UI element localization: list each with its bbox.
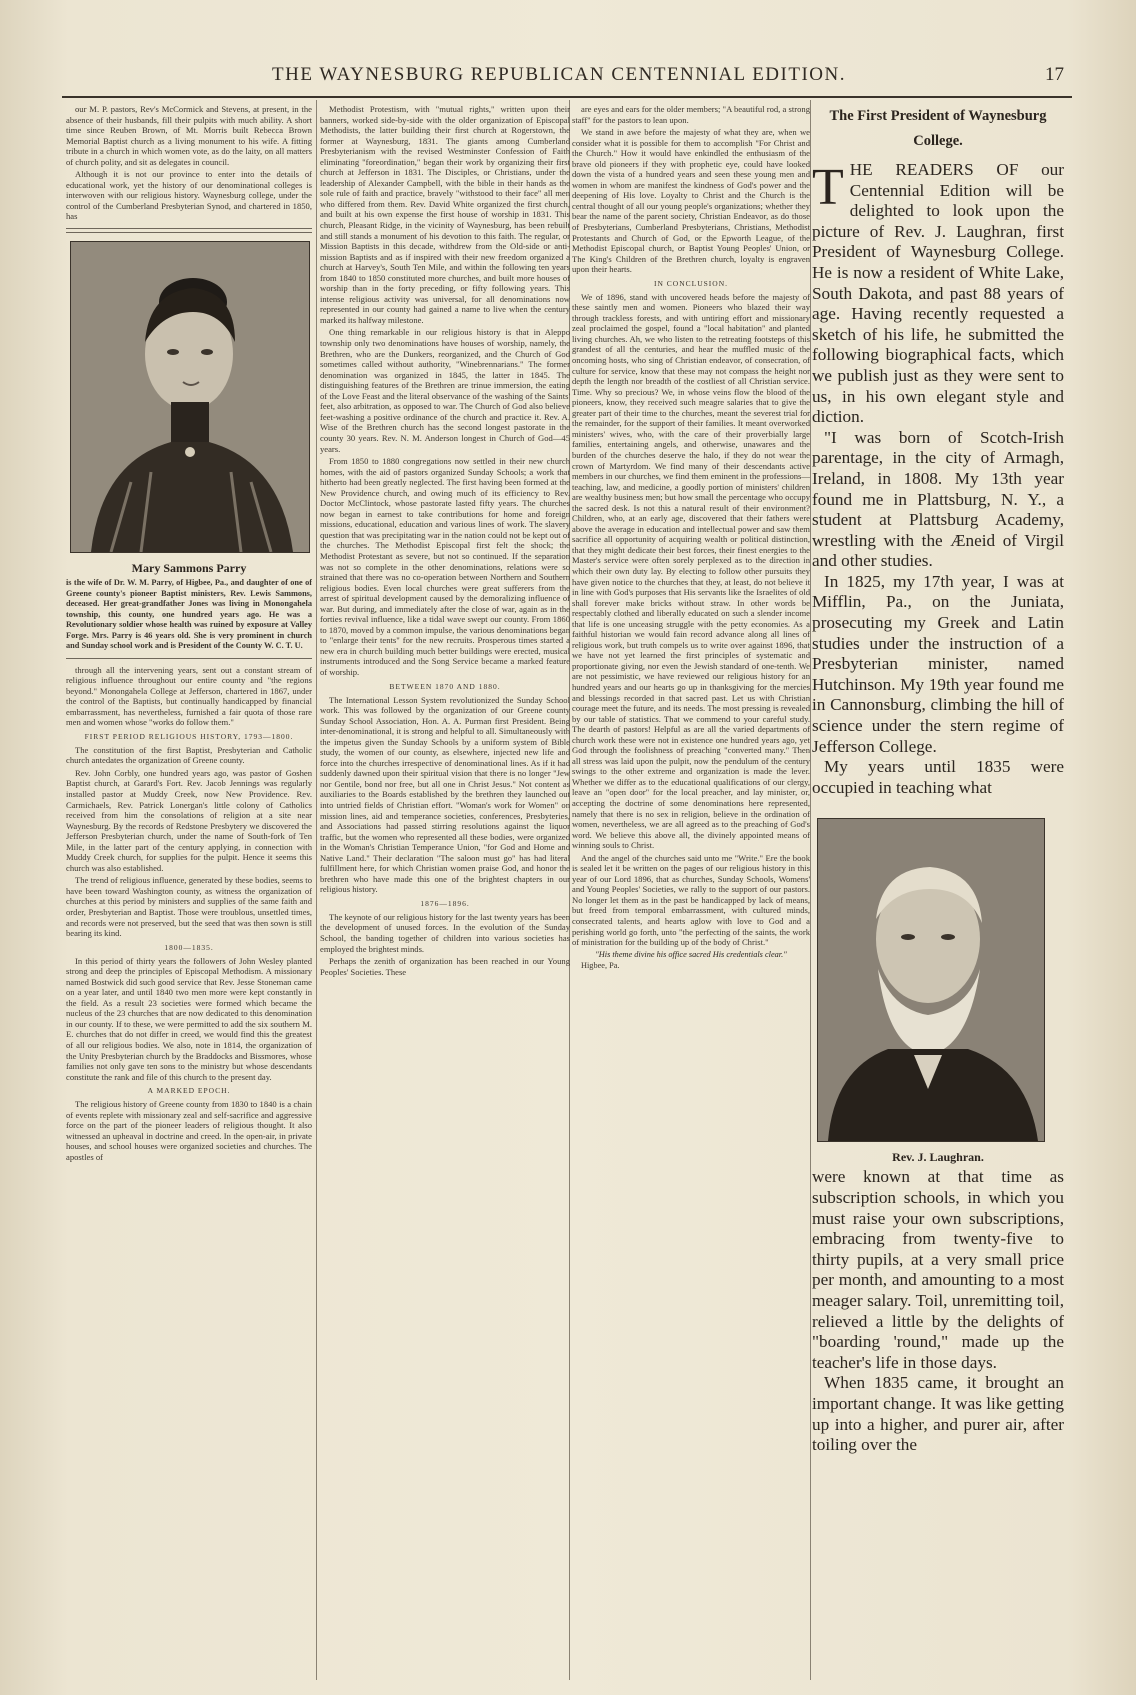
- paragraph: The keynote of our religious history for the last twenty years has been the development of unused forces. In the evolution of the Sunday School, the banding together of children into various societies has employed the brightest minds.: [320, 911, 570, 954]
- paragraph: We stand in awe before the majesty of what they are, when we consider what it is possible for them to accomplish "For Christ and the Church." How it would have enkindled the enthusiasm of the brave old pioneers if they with prophetic eye, could have looked down the vista of a hundred years and seen these young men and women in whom are manifest the kindness of God's power and the deepening of His love. Loyalty to Christ and the Church is the central thought of all our young people's organizations; whether they bear the name of the parent society, Christian Endeavor, as do those of Presbyterians, Cumberland Presbyterians, Christians, Methodist Protestants and Church of God, or the Epworth League, of the Methodist Episcopal church, or Baptist Young Peoples' Union, or The King's Children of the Brethren church, loyalty is engraven upon their hearts.: [572, 127, 810, 275]
- column-rule: [316, 100, 317, 1680]
- section-heading: 1800—1835.: [164, 942, 214, 952]
- paragraph: My years until 1835 were occupied in teaching what: [812, 757, 1064, 797]
- section-heading: BETWEEN 1870 AND 1880.: [389, 681, 501, 691]
- paragraph: We of 1896, stand with uncovered heads before the majesty of these saintly men and women. Pioneers who blazed their way through trackless forests, and with untiring effort and missionary zeal proclaimed the gospel, found a "local habitation" and planted living churches. Ah, we who listen to the retreating footsteps of this grandest of all the centuries, and hear the muffled music of the oncoming hosts, who sing of Christian endeavor, of consecration, of culture for service, know that these may not compass the height nor depth the length nor breadth of the costliest of all Christian service. Time. Why so precious? We, in whose veins flow the blood of the pioneers, know, they received such meagre salaries that to give the greater part of their time to the churches, meant the severest trial for the remainder, for the support of their families. It meant overworked ministers' wives, who, with the care of their proverbially large families, entertaining angels, and otherwise, unawares and the burden of the churches deserve the halo, if they do not wear the crown of Martyrdom. We find many of their descendants active members in our churches, we find them eminent in the professions—teaching, law, and medicine, a goodly portion of ministers' children are wealthy business men; but how small the percentage who occupy the sacred desk. Is not this a natural result of their environment? Children, who, at an early age, discovered that their fathers were above the average in education and intellectual power and saw them sacrifice all opportunity of acquiring wealth or political distinction, that they might dedicate their best forces, their finest energies to the Master's service were often sorely perplexed as to the direction in which their own duty lay. By electing to follow other pursuits they have given notice to the churches that they, at least, do not believe it in line with God's purposes that His servants like the Israelites of old shall forever make bricks without straw. In other words be respectably clothed and liberally educated on such a slender income that life is one unceasing struggle with the petty economies. As a faithful historian we would fain record advance along all lines of religious work, but truth compels us to write over against 1896, that we have not yet learned the first principles of systematic and proportionate giving, nor even the Jewish standard of one-tenth. We are not pessimistic, we have reviewed our religious history for an hundred years and our hearts go up in thanksgiving for the mercies and blessings recorded in that sacred past. Let us with Christian courage meet the future, and its needs. The most pressing is revealed by our table of statistics. That we commend to your careful study. The dearth of pastors! Helpful as are all the varied departments of church work these were not in existence one hundred years ago, yet God through the foolishness of preaching "converted many." Then all stress was laid upon the pulpit, now the pendulum of the century swings to the other extreme and organization is made the lever. Whether we differ as to the educational qualifications of our clergy, leave an "open door" for the local preacher, and lay minister, or, accepting the doctrine of some denominations here represented, namely that there is no sex in religion, believe in the ordination of women, nevertheless, we are all agreed as to the preaching of God's word. We believe this above all, the divinely appointed means of winning souls to Christ.: [572, 291, 810, 851]
- divider: [66, 228, 312, 233]
- paragraph: One thing remarkable in our religious history is that in Aleppo township only two denominations have houses of worship, namely, the Brethren, who are the Dunkers, reorganized, and the Church of God sometimes called without authority, "Winebrennarians." The former denomination was organized in 1845, the latter in 1845. The distinguishing features of the Brethren are trinue immersion, the eating of the Love Feast and the literal observance of the washing of the Saints' feet, also arbitration, as opposed to war. The Church of God also believe feet-washing a positive ordinance of the church and practice it. Rev. A. Wise of the Brethren church has the second longest pastorate in the county 30 years. Rev. N. M. Anderson longest in Church of God—45 years.: [320, 327, 570, 454]
- paragraph: The constitution of the first Baptist, Presbyterian and Catholic church antedates the organization of Greene county.: [66, 744, 312, 766]
- lead-text: HE READERS OF our Centennial Edition will be delighted to look upon the picture of Rev. J. Laughran, first President of Waynesburg College. He is now a resident of White Lake, South Dakota, and past 88 years of age. Having recently requested a sketch of his life, he submitted the following biographical facts, which we publish just as they were sent to us, in his own elegant style and diction.: [812, 160, 1064, 427]
- page-header: [62, 62, 1072, 98]
- column-1: [66, 104, 312, 1674]
- paragraph: And the angel of the churches said unto me "Write." Ere the book is sealed let it be written on the pages of our religious history in this year of our Lord 1896, that as churches, Sunday Schools, Womens' and Young Peoples' Societies, we rally to the support of our pastors. No longer let them as in the past be handicapped by lack of means, but freed from temporal embarrassment, with cultured minds, consecrated talents, and hearts aglow with love to God and a perishing world go forth, unto "the perfecting of the saints, the work of ministration for the building up of the body of Christ.": [572, 852, 810, 948]
- article-title: The First President of Waynesburg College.: [829, 108, 1047, 149]
- signature: Higbee, Pa.: [581, 960, 620, 970]
- newspaper-title: THE WAYNESBURG REPUBLICAN CENTENNIAL EDITION.: [272, 64, 846, 85]
- paragraph: Although it is not our province to enter into the details of educational work, yet the history of our denominational colleges is interwoven with our religious history. Waynesburg college, under the control of the Cumberland Presbyterian Synod, and chartered in 1850, has: [66, 169, 312, 222]
- portrait-photo-mary-sammons-parry: [70, 241, 310, 553]
- paragraph: [812, 160, 1064, 428]
- paragraph: The International Lesson System revolutionized the Sunday School work. This was followed by the organization of our Greene county Sunday School Association, Hon. A. A. Purman first President. Being inter-denominational, it is strong and helpful to all. Simultaneously with the impetus given the Sunday Schools by a uniform system of Bible study, the women of our county, as elsewhere, injected new life and force into the churches irrespective of denominational lines. As if it had suddenly dawned upon their spiritual vision that there is no longer "Jew nor Gentile, bond nor free, but all one in Christ Jesus." Not content as auxiliaries to the Boards established by the brethren they launched out into untried fields of Christian effort. "Woman's work for Women" on mission lines, aid and temperance societies, conferences, Presbyteries, and Associations had passed stirring resolutions against the liquor traffic, but the women who represented all these bodies, were organized in the Woman's Christian Temperance Union, "for God and Home and Native Land." Their declaration "The saloon must go" has had literal fulfillment here, for which Christian women praise God, and honor the brethren who have made this one of the brightest chapters in our religious history.: [320, 694, 570, 895]
- paragraph: In this period of thirty years the followers of John Wesley planted strong and deep the principles of Episcopal Methodism. A missionary named Bostwick did such good service that Rev. Jesse Stoneman came on a year later, and until 1840 two men more were kept constantly in the field. As a result 23 societies were formed which became the nucleus of the 23 churches that are now dedicated to this denomination in our county. If to these, we were permitted to add the six southern M. E. churches that do not differ in creed, we would find this the greatest of all our religious bodies. We also, note in 1814, the organization of the Unity Presbyterian church by the Braddocks and Bissmores, whose families not only gave ten sons to the ministry but whose descendants constitute the rank and file of this church to the present day.: [66, 955, 312, 1082]
- section-heading: FIRST PERIOD RELIGIOUS HISTORY, 1793—1800.: [84, 731, 294, 741]
- paragraph: Methodist Protestism, with "mutual rights," written upon their banners, worked side-by-side with the older organization of Episcopal Methodists, the latter building their first church at Rogerstown, the former at Waynesburg, 1831. The giants among Cumberland Presbyterianism with the revised Westminster Confession of Faith eliminating "foreordination," began their work by organizing their first church at Jefferson in 1831. The Disciples, or Christians, under the leadership of Alexander Campbell, with the bible in their hands as the sole rule of faith and practice, bravely "withstood to their face" all men who differed from them. Rev. David White organized the first church, and built at his own expense the first house of worship in 1831. This church, Pleasant Ridge, in the vicinity of Waynesburg, has been rebuilt and still stands a monument of his devotion to this faith. The regular, or Mission Baptists in this decade, withdrew from the Old-side or anti-mission Baptists and as if inspired with their new freedom organized a church at Harvey's, South Ten Mile, and within the following ten years from 1840 to 1850 constituted more churches, and built more houses of worship than in the forty preceding, or fifty following years. This intense religious activity was universal, for all denominations now represented in our county had gained a name to live when the century marked its halfway milestone.: [320, 104, 570, 325]
- drop-cap: T: [812, 159, 844, 216]
- photo-caption-text: is the wife of Dr. W. M. Parry, of Higbee, Pa., and daughter of one of Greene county's pioneer Baptist ministers, Rev. Lewis Sammons, deceased. Her great-grandfather Jones was living in Monongahela township, this county, one hundred years ago. He was a Revolutionary soldier whose health was ruined by exposure at Valley Forge. Mrs. Parry is 46 years old. She is very prominent in church and Sunday school work and is President of the County W. C. T. U.: [66, 578, 312, 651]
- paragraph: From 1850 to 1880 congregations now settled in their new church homes, with the aid of pastors organized Sunday Schools; a work that hitherto had been greatly neglected. The first having been formed at the New Providence church, and owing much of its efficiency to Rev. Doctor McClintock, whose pastorate lasted fifty years. The churches now began in earnest to take contributions for home and foreign missions, educational, education and various lines of work. The slavery question that was precipitating war in the nation could not be kept out of the churches. The Methodist Episcopal first felt the shock; the Methodist Protestant as severe, but not so continued. If the separation was not so complete in the other denominations, relations were so strained that there was no co-operation between Northern and Southern religious bodies. Even local churches were great sufferers from the arrest of spiritual development caused by the demoralizing influence of war. But during, and immediately after the close of war, again as in the forties revival influence, like a tidal wave swept our county. From 1860 to 1870, moved by a common impulse, the various denominations began to "enlarge their tents" for the new recruits. Prosperous times started a new era in church building much better buildings were erected, musical instruments introduced and the Song Service became a marked feature of worship.: [320, 456, 570, 677]
- paragraph: through all the intervening years, sent out a constant stream of religious influence throughout our entire county and "the regions beyond." Monongahela College at Jefferson, chartered in 1867, under the control of the Baptists, but continually handicapped by financial embarrassment, has nevertheless, furnished a fair quota of those rare men and women whose "works do follow them.": [66, 664, 312, 728]
- portrait-photo-rev-j-laughran: [817, 818, 1045, 1142]
- paragraph: were known at that time as subscription schools, in which you must raise your own subscriptions, embracing from twenty-five to thirty pupils, at a very small price per month, and amounting to a most meager salary. Toil, unremitting toil, relieved a little by the delights of "boarding 'round," made up the teacher's life in those days.: [812, 1167, 1064, 1372]
- photo-caption: Rev. J. Laughran.: [892, 1150, 984, 1165]
- paragraph: In 1825, my 17th year, I was at Mifflin, Pa., on the Juniata, prosecuting my Greek and Latin studies under the instruction of a Presbyterian minister, named Hutchinson. My 19th year found me in Cannonsburg, climbing the hill of science under the stern regime of Jefferson College.: [812, 571, 1064, 756]
- photo-caption-name: Mary Sammons Parry: [131, 561, 247, 576]
- divider: [66, 658, 312, 659]
- column-4: [812, 104, 1064, 1674]
- column-3: [572, 104, 810, 1674]
- portrait-illustration: [71, 242, 309, 552]
- paragraph: The trend of religious influence, generated by these bodies, seems to have been toward Washington county, as witness the organization of churches at this period by ministers and supplies of the same faith and order, Presbyterian and Baptist. Those were troublous, unsettled times, and records were not preserved, but the seed that was then sown is still bearing its kind.: [66, 875, 312, 939]
- paragraph: When 1835 came, it brought an important change. It was like getting up into a higher, and purer air, after toiling over the: [812, 1373, 1064, 1455]
- section-heading: IN CONCLUSION.: [654, 278, 728, 288]
- paragraph: are eyes and ears for the older members; "A beautiful rod, a strong staff" for the pastors to lean upon.: [572, 104, 810, 125]
- portrait-illustration: [818, 819, 1044, 1141]
- paragraph: Perhaps the zenith of organization has been reached in our Young Peoples' Societies. These: [320, 956, 570, 977]
- section-heading: 1876—1896.: [420, 898, 470, 908]
- page-number: 17: [1045, 64, 1064, 85]
- column-rule: [810, 100, 811, 1680]
- paragraph: "I was born of Scotch-Irish parentage, in the city of Armagh, Ireland, in 1808. My 13th year found me in Plattsburg, N. Y., a student at Plattsburg Academy, wrestling with the Æneid of Virgil and other studies.: [812, 427, 1064, 571]
- paragraph: The religious history of Greene county from 1830 to 1840 is a chain of events replete with missionary zeal and self-sacrifice and aggressive force on the part of the pioneer leaders of religious thought. It also witnessed an upheaval in doctrine and creed. In the open-air, in private houses, and school houses were organized societies and churches. The apostles of: [66, 1099, 312, 1162]
- closing-quote: "His theme divine his office sacred His credentials clear.": [595, 949, 787, 959]
- section-heading: A MARKED EPOCH.: [147, 1086, 231, 1096]
- column-2: [320, 104, 570, 1674]
- paragraph: Rev. John Corbly, one hundred years ago, was pastor of Goshen Baptist church, at Garard's Fort. Rev. Jacob Jennings was regularly installed pastor at Muddy Creek, now New Providence. Rev. Carmichaels, Rev. Patrick Lonergan's little colony of Catholics received from him the consolations of religion at a site near Waynesburg. By the records of Redstone Presbytery we discovered the Jefferson Presbyterian church, under the name of South-fork of Ten Mile, in the latter part of the century applying, in connection with Muddy Creek church, for supplies for the pulpit. Hence it seems this church was also established.: [66, 767, 312, 873]
- paragraph: our M. P. pastors, Rev's McCormick and Stevens, at present, in the absence of their husbands, fill their pulpits with much ability. A short time since Reuben Brown, of Mt. Morris built Rebecca Brown Memorial Baptist church as a living monument to his wife. A fitting tribute in a church in which women vote, as do the laity, on all matters of church polity, and sit as delegates in council.: [66, 104, 312, 167]
